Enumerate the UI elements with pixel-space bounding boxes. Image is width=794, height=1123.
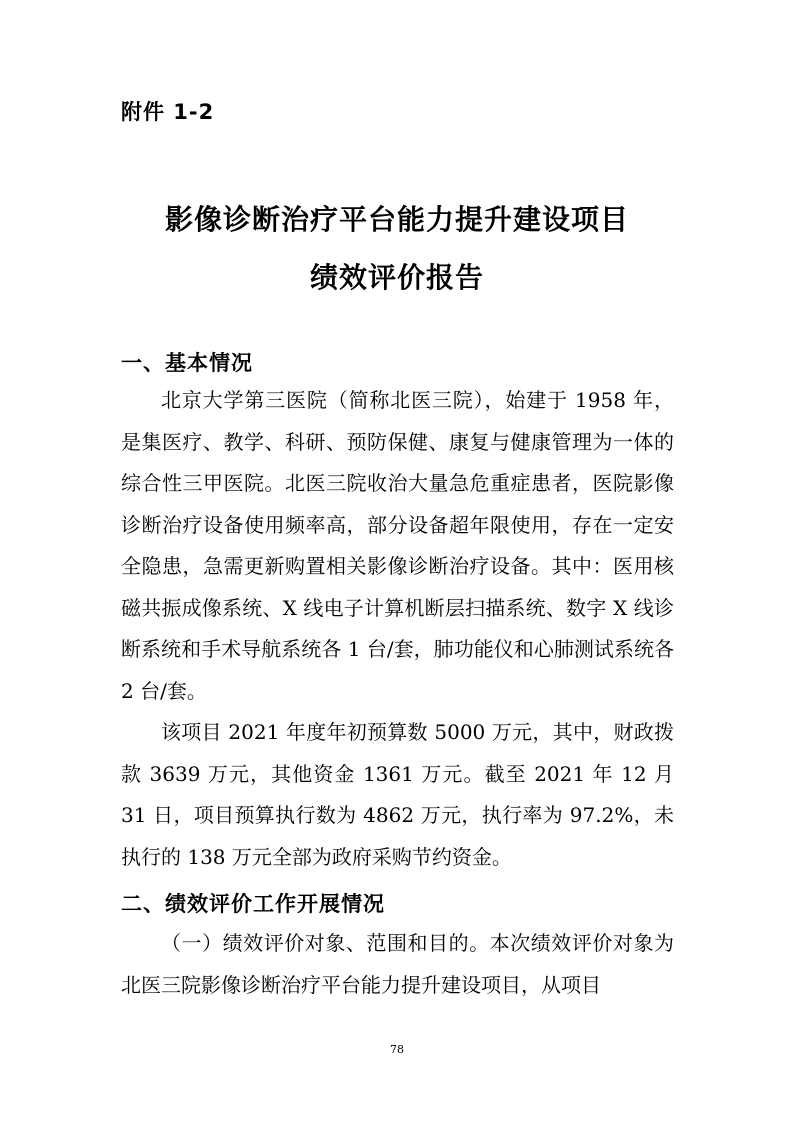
section-heading-basic-info: 一、基本情况 (121, 351, 253, 375)
report-title-line2: 绩效评价报告 (309, 261, 484, 294)
paragraph-budget: 该项目 2021 年度年初预算数 5000 万元，其中，财政拨款 3639 万元，其他资金 1361 万元。截至 2021 年 12 月 31 日，项目预算执行数为 4862 万元，执行率为 97.2%，未执行的 138 万元全部为政府采购节约资金。 (121, 720, 674, 869)
attachment-label: 附件 1-2 (121, 100, 215, 124)
report-title-line1: 影像诊断治疗平台能力提升建设项目 (164, 203, 629, 236)
page-number: 78 (390, 1043, 404, 1056)
section-heading-evaluation: 二、绩效评价工作开展情况 (121, 892, 385, 916)
paragraph-hospital-intro: 北京大学第三医院（简称北医三院），始建于 1958 年，是集医疗、教学、科研、预防保健、康复与健康管理为一体的综合性三甲医院。北医三院收治大量急危重症患者，医院影像诊断治疗设备使用频率高，部分设备超年限使用，存在一定安全隐患，急需更新购置相关影像诊断治疗设备。其中：医用核磁共振成像系统、X 线电子计算机断层扫描系统、数字 X 线诊断系统和手术导航系统各 1 台/套，肺功能仪和心肺测试系统各 2 台/套。 (121, 388, 674, 703)
paragraph-evaluation-object: （一）绩效评价对象、范围和目的。本次绩效评价对象为北医三院影像诊断治疗平台能力提升建设项目，从项目 (121, 931, 674, 997)
